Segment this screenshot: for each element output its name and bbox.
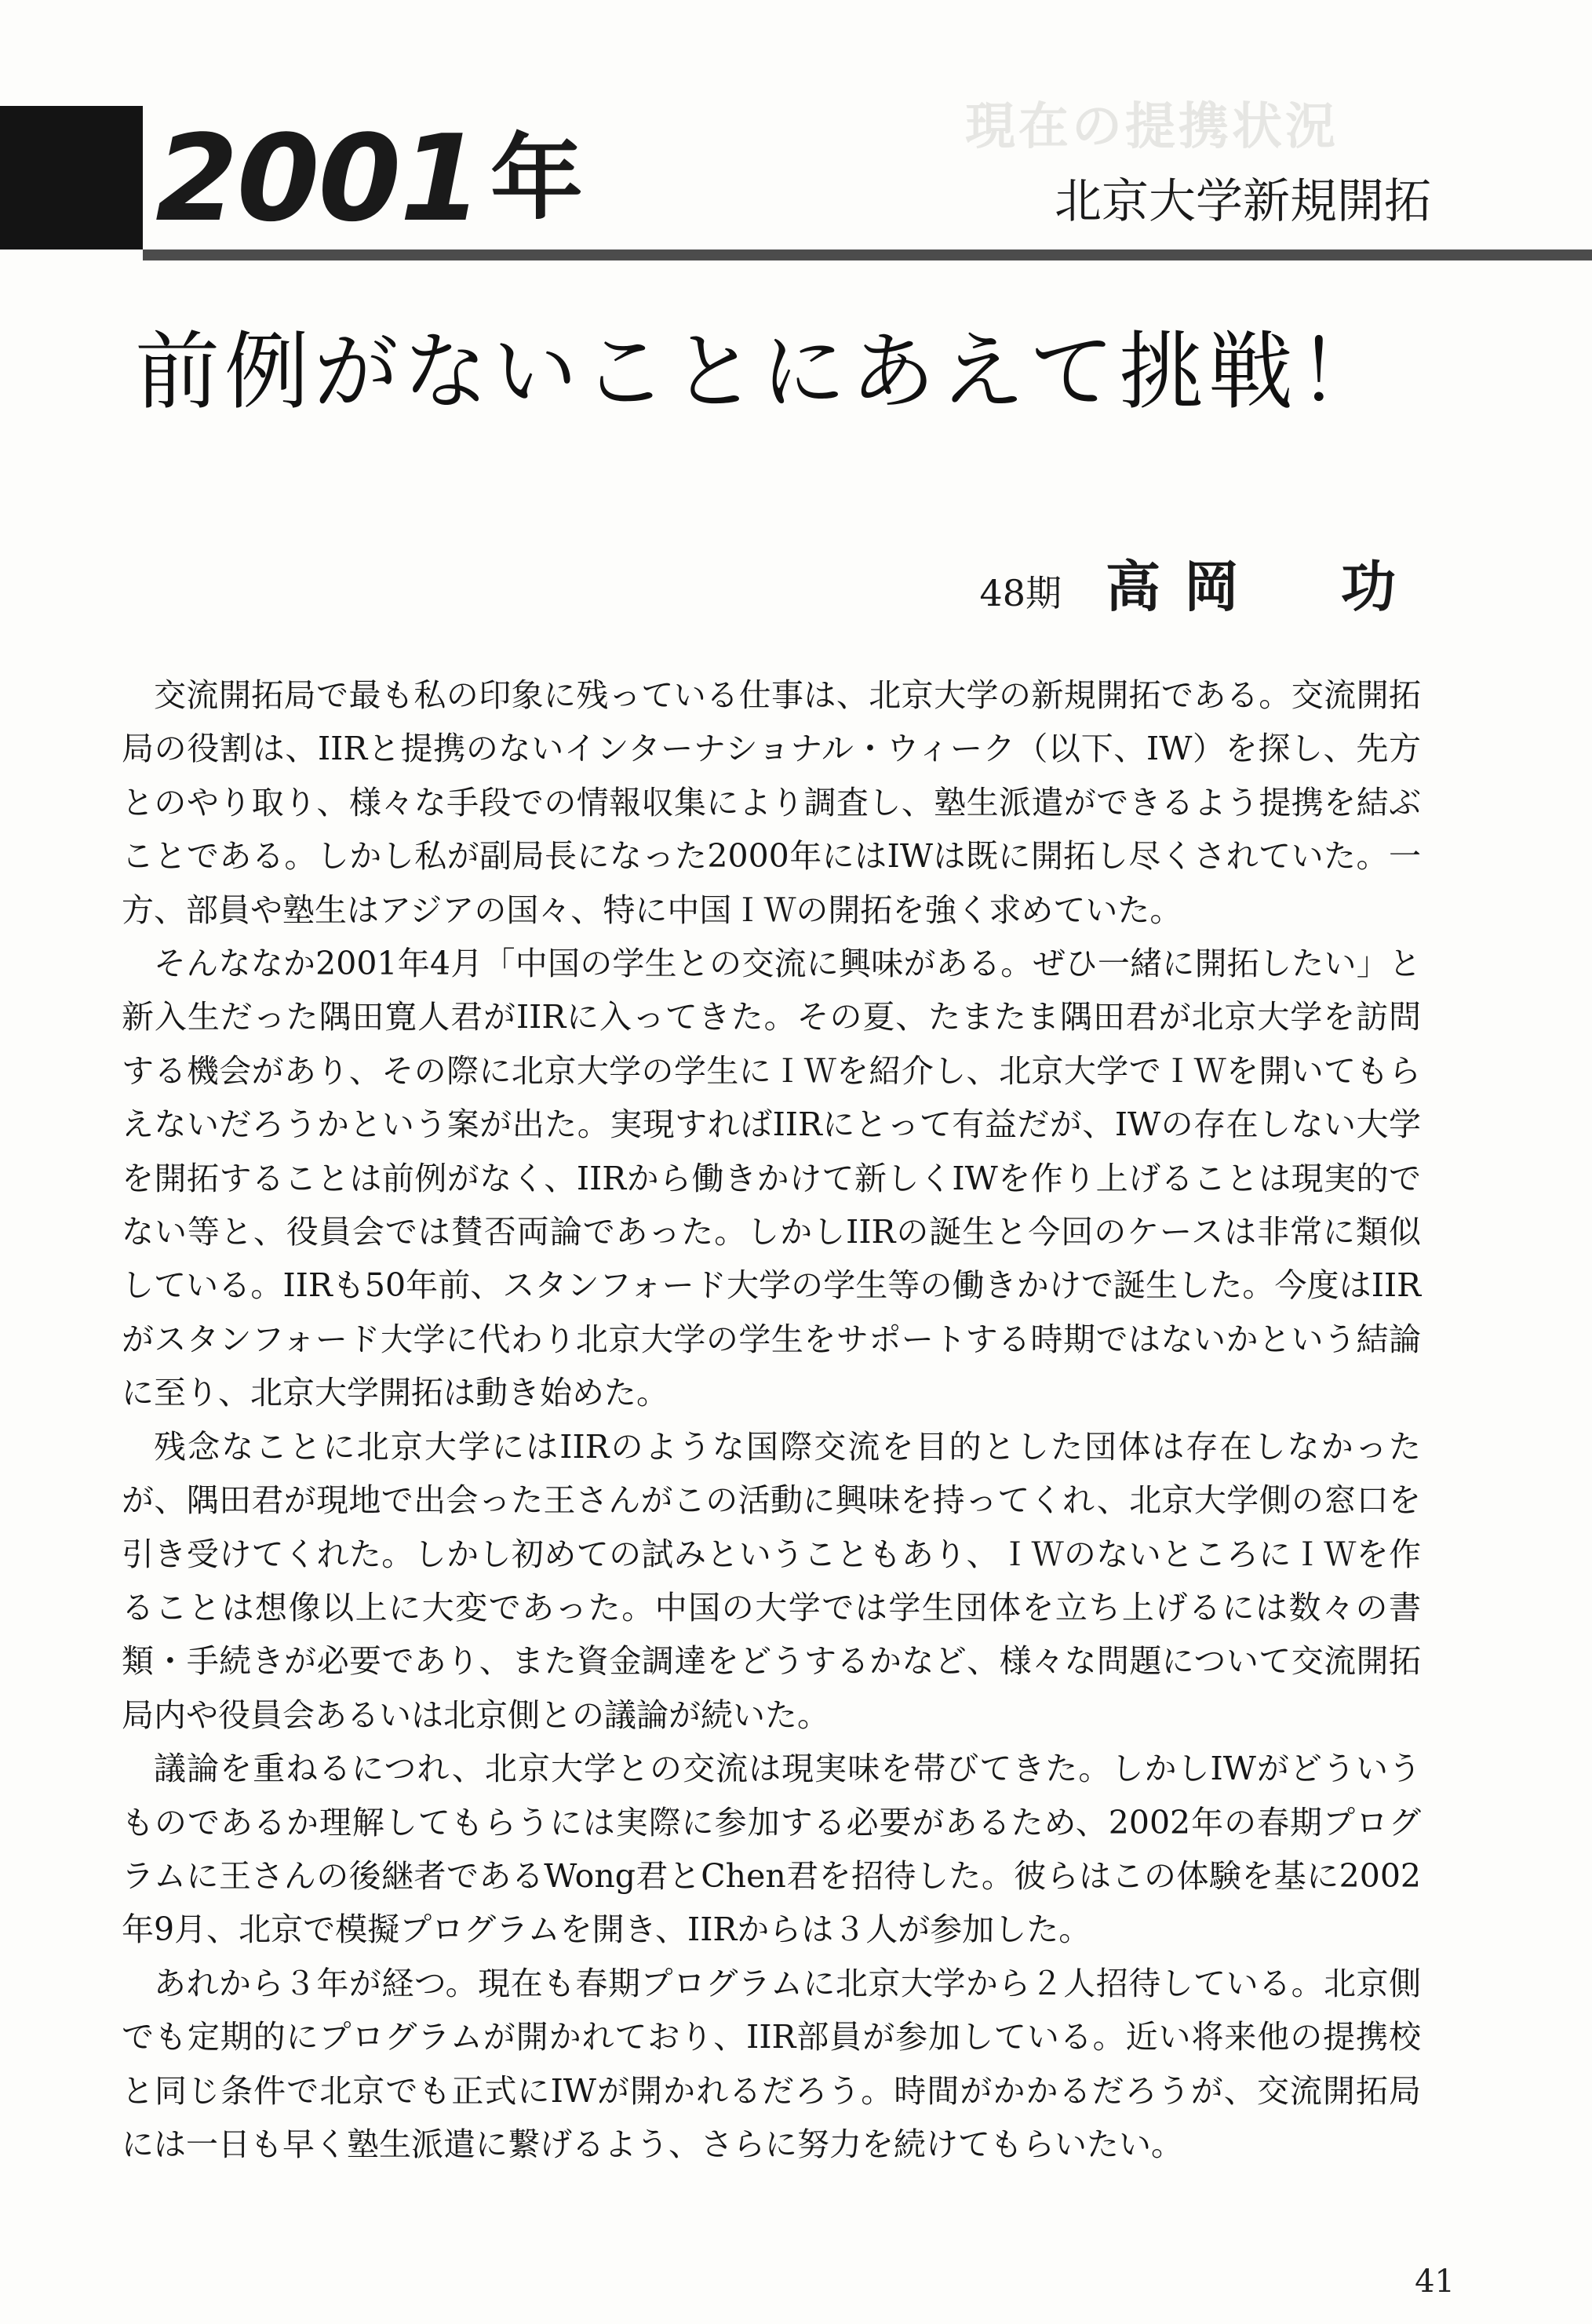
paragraph: 交流開拓局で最も私の印象に残っている仕事は、北京大学の新規開拓である。交流開拓局の役割は、IIRと提携のないインターナショナル・ウィーク（以下、IW）を探し、先方とのやり取り、様々な手段での情報収集により調査し、塾生派遣ができるよう提携を結ぶことである。しかし私が副局長になった2000年にはIWは既に開拓し尽くされていた。一方、部員や塾生はアジアの国々、特に中国ＩＷの開拓を強く求めていた。: [122, 676, 1421, 929]
article-body: [122, 668, 1421, 2171]
paragraph: 議論を重ねるにつれ、北京大学との交流は現実味を帯びてきた。しかしIWがどういうものであるか理解してもらうには実際に参加する必要があるため、2002年の春期プログラムに王さんの後継者であるWong君とChen君を招待した。彼らはこの体験を基に2002年9月、北京で模擬プログラムを開き、IIRからは３人が参加した。: [122, 1750, 1421, 1949]
section-marker-block: [0, 106, 143, 250]
section-year-kanji: 年: [490, 124, 584, 232]
section-rule: [143, 250, 1592, 260]
byline: [979, 556, 1419, 618]
paragraph: そんななか2001年4月「中国の学生との交流に興味がある。ぜひ一緒に開拓したい」と新入生だった隅田寛人君がIIRに入ってきた。その夏、たまたま隅田君が北京大学を訪問する機会があり、その際に北京大学の学生にＩＷを紹介し、北京大学でＩＷを開いてもらえないだろうかという案が出た。実現すればIIRにとって有益だが、IWの存在しない大学を開拓することは前例がなく、IIRから働きかけて新しくIWを作り上げることは現実的でない等と、役員会では賛否両論であった。しかしIIRの誕生と今回のケースは非常に類似している。IIRも50年前、スタンフォード大学の学生等の働きかけで誕生した。今度はIIRがスタンフォード大学に代わり北京大学の学生をサポートする時期ではないかという結論に至り、北京大学開拓は動き始めた。: [122, 945, 1421, 1412]
paragraph: あれから３年が経つ。現在も春期プログラムに北京大学から２人招待している。北京側でも定期的にプログラムが開かれており、IIR部員が参加している。近い将来他の提携校と同じ条件で北京でも正式にIWが開かれるだろう。時間がかかるだろうが、交流開拓局には一日も早く塾生派遣に繋げるよう、さらに努力を続けてもらいたい。: [122, 1964, 1421, 2163]
section-subtitle: 北京大学新規開拓: [1055, 174, 1431, 229]
page-number: 41: [1415, 2264, 1455, 2300]
background-bleed-title: 現在の提携状況: [965, 98, 1339, 156]
author-term: 48期: [979, 572, 1062, 614]
author-name: 高岡 功: [1106, 554, 1419, 619]
section-year: 2001: [155, 109, 482, 248]
paragraph: 残念なことに北京大学にはIIRのような国際交流を目的とした団体は存在しなかったが、隅田君が現地で出会った王さんがこの活動に興味を持ってくれ、北京大学側の窓口を引き受けてくれた。しかし初めての試みということもあり、ＩＷのないところにＩＷを作ることは想像以上に大変であった。中国の大学では学生団体を立ち上げるには数々の書類・手続きが必要であり、また資金調達をどうするかなど、様々な問題について交流開拓局内や役員会あるいは北京側との議論が続いた。: [122, 1427, 1421, 1734]
article-headline: 前例がないことにあえて挑戦！: [135, 323, 1388, 421]
